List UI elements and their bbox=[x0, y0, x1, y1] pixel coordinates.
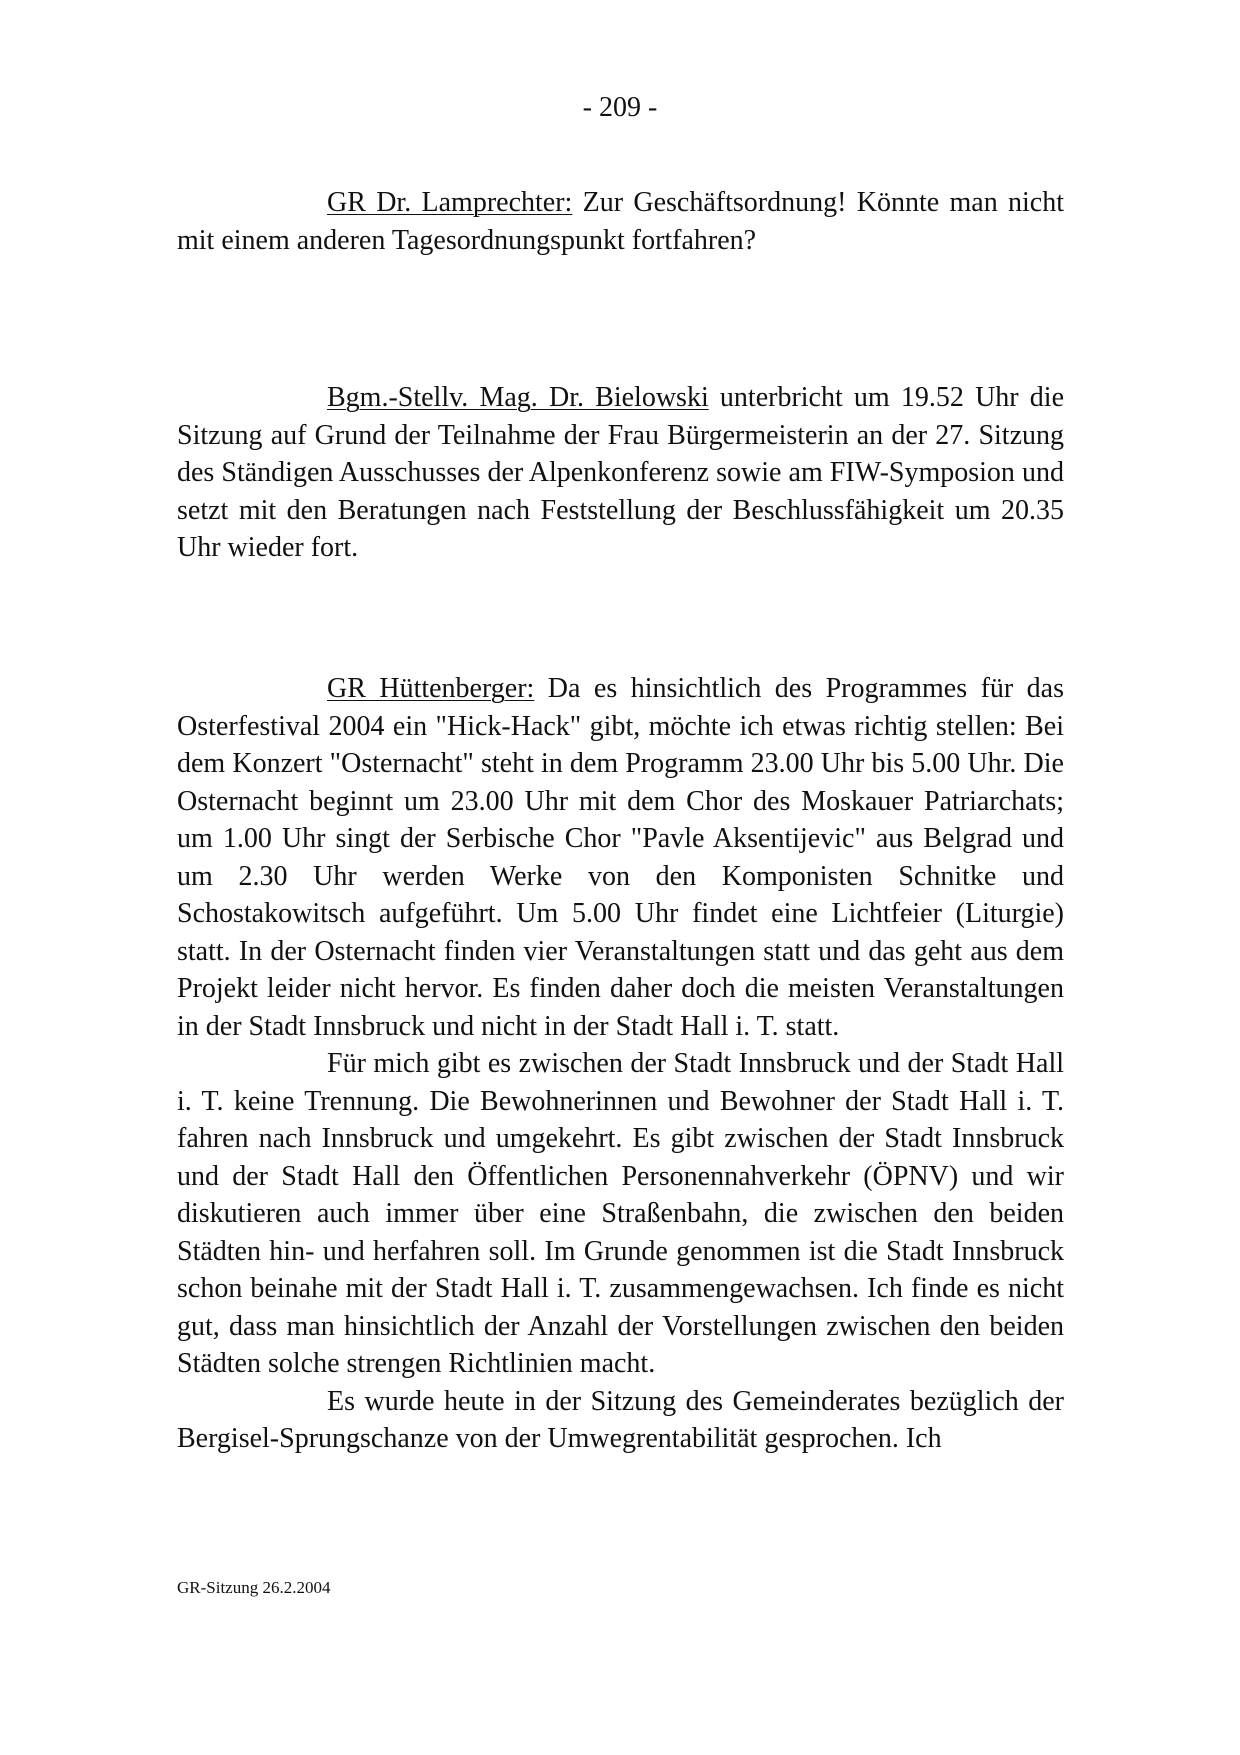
footer-session-date: GR-Sitzung 26.2.2004 bbox=[177, 1578, 331, 1597]
paragraph bbox=[177, 1045, 1064, 1383]
section-bielowski bbox=[177, 379, 1064, 567]
paragraph-text: Es wurde heute in der Sitzung des Gemeinderates bezüglich der Bergisel-Sprungschanze von der Umwegrentabilität gesprochen. Ich bbox=[177, 1385, 1064, 1454]
section-lamprechter bbox=[177, 184, 1064, 259]
paragraph-text: unterbricht um 19.52 Uhr die Sitzung auf Grund der Teilnahme der Frau Bürgermeisterin an der 27. Sitzung des Ständigen Ausschusses der Alpenkonferenz sowie am FIW-Symposion und setzt mit den Beratungen nach Feststellung der Beschlussfähigkeit um 20.35 Uhr wieder fort. bbox=[177, 382, 1065, 563]
paragraph-text: Für mich gibt es zwischen der Stadt Innsbruck und der Stadt Hall i. T. keine Trennung. Die Bewohnerinnen und Bewohner der Stadt Hall i. T. fahren nach Innsbruck und umgekehrt. Es gibt zwischen der Stadt Innsbruck und der Stadt Hall den Öffentlichen Personennahverkehr (ÖPNV) und wir diskutieren auch immer über eine Straßenbahn, die zwischen den beiden Städten hin- und herfahren soll. Im Grunde genommen ist die Stadt Innsbruck schon beinahe mit der Stadt Hall i. T. zusammengewachsen. Ich finde es nicht gut, dass man hinsichtlich der Anzahl der Vorstellungen zwischen den beiden Städten solche strengen Richtlinien macht. bbox=[177, 1048, 1064, 1379]
paragraph bbox=[177, 670, 1064, 1045]
speaker-name: GR Hüttenberger: bbox=[327, 673, 535, 704]
paragraph-text: Zur Geschäftsordnung! Könnte man nicht mit einem anderen Tagesordnungspunkt fortfahren? bbox=[177, 187, 1064, 256]
section-huettenberger bbox=[177, 670, 1064, 1458]
paragraph-text: Da es hinsichtlich des Programmes für das Osterfestival 2004 ein "Hick-Hack" gibt, möchte ich etwas richtig stellen: Bei dem Konzert "Osternacht" steht in dem Programm 23.00 Uhr bis 5.00 Uhr. Die Osternacht beginnt um 23.00 Uhr mit dem Chor des Moskauer Patriarchats; um 1.00 Uhr singt der Serbische Chor "Pavle Aksentijevic" aus Belgrad und um 2.30 Uhr werden Werke von den Komponisten Schnitke und Schostakowitsch aufgeführt. Um 5.00 Uhr findet eine Lichtfeier (Liturgie) statt. In der Osternacht finden vier Veranstaltungen statt und das geht aus dem Projekt leider nicht hervor. Es finden daher doch die meisten Veranstaltungen in der Stadt Innsbruck und nicht in der Stadt Hall i. T. statt. bbox=[177, 673, 1064, 1042]
paragraph bbox=[177, 379, 1064, 567]
speaker-name: GR Dr. Lamprechter: bbox=[327, 187, 573, 218]
speaker-name: Bgm.-Stellv. Mag. Dr. Bielowski bbox=[327, 382, 709, 413]
paragraph bbox=[177, 184, 1064, 259]
paragraph bbox=[177, 1383, 1064, 1458]
page-number: - 209 - bbox=[582, 92, 658, 123]
